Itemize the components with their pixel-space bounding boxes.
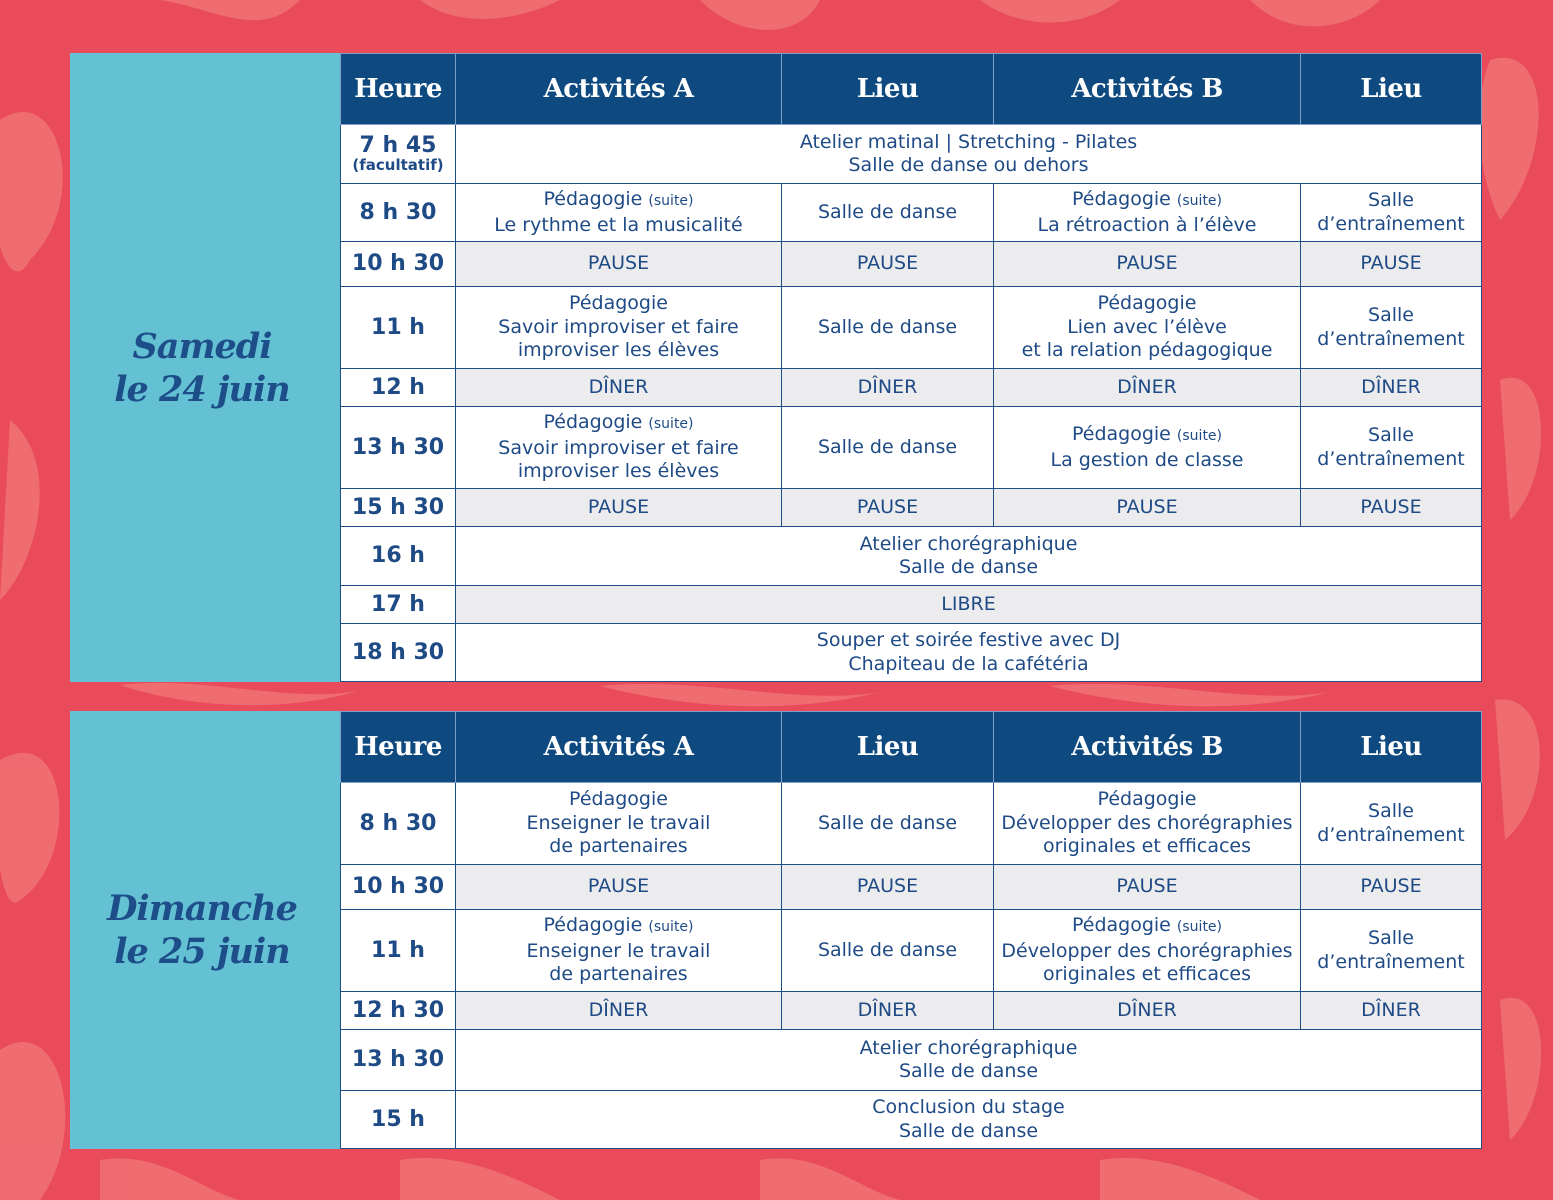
time-cell: 13 h 30: [341, 407, 456, 489]
table-row: [341, 910, 1482, 992]
activity-b: Pédagogie Développer des chorégraphies originales et efficaces: [994, 783, 1301, 865]
activity-b: Pédagogie Lien avec l’élève et la relation pédagogique: [994, 287, 1301, 369]
lunch-cell: DÎNER: [456, 992, 782, 1030]
merged-activity: Souper et soirée festive avec DJ Chapiteau de la cafétéria: [456, 624, 1482, 682]
table-row: [341, 184, 1482, 242]
saturday-day-name: Samedi: [132, 325, 272, 367]
lunch-cell: DÎNER: [456, 369, 782, 407]
header-activities-a: Activités A: [456, 54, 782, 125]
time-cell: 8 h 30: [341, 184, 456, 242]
break-cell: PAUSE: [456, 489, 782, 527]
sunday-table: [340, 711, 1482, 1149]
table-row: [341, 125, 1482, 184]
merged-activity: Atelier matinal | Stretching - Pilates Salle de danse ou dehors: [456, 125, 1482, 184]
time-cell: 15 h: [341, 1091, 456, 1149]
time-cell: 18 h 30: [341, 624, 456, 682]
lunch-cell: DÎNER: [782, 369, 994, 407]
time-cell: 17 h: [341, 586, 456, 624]
header-activities-a: Activités A: [456, 712, 782, 783]
lieu-b: Salle d’entraînement: [1301, 184, 1482, 242]
header-time: Heure: [341, 712, 456, 783]
table-row: [341, 586, 1482, 624]
lieu-a: Salle de danse: [782, 783, 994, 865]
activity-a: Pédagogie (suite) Savoir improviser et faire improviser les élèves: [456, 407, 782, 489]
activity-a: Pédagogie Savoir improviser et faire improviser les élèves: [456, 287, 782, 369]
table-row: [341, 624, 1482, 682]
break-cell: PAUSE: [994, 242, 1301, 287]
time-cell: 13 h 30: [341, 1030, 456, 1091]
table-row: [341, 287, 1482, 369]
table-row: [341, 489, 1482, 527]
lunch-cell: DÎNER: [1301, 369, 1482, 407]
header-activities-b: Activités B: [994, 712, 1301, 783]
lieu-a: Salle de danse: [782, 910, 994, 992]
break-cell: PAUSE: [1301, 865, 1482, 910]
sunday-day-panel: [70, 711, 340, 1149]
header-time: Heure: [341, 54, 456, 125]
header-activities-b: Activités B: [994, 54, 1301, 125]
lieu-a: Salle de danse: [782, 184, 994, 242]
sunday-schedule: [70, 711, 1482, 1149]
header-row: [341, 54, 1482, 125]
saturday-table: [340, 53, 1482, 682]
lieu-b: Salle d’entraînement: [1301, 287, 1482, 369]
merged-activity: Atelier chorégraphique Salle de danse: [456, 527, 1482, 586]
lunch-cell: DÎNER: [994, 992, 1301, 1030]
break-cell: PAUSE: [456, 865, 782, 910]
table-row: [341, 527, 1482, 586]
break-cell: PAUSE: [1301, 242, 1482, 287]
merged-activity: Conclusion du stage Salle de danse: [456, 1091, 1482, 1149]
table-row: [341, 865, 1482, 910]
time-cell: 10 h 30: [341, 242, 456, 287]
lunch-cell: DÎNER: [994, 369, 1301, 407]
activity-b: Pédagogie (suite) Développer des chorégraphies originales et efficaces: [994, 910, 1301, 992]
activity-a: Pédagogie (suite) Enseigner le travail de partenaires: [456, 910, 782, 992]
header-lieu-a: Lieu: [782, 54, 994, 125]
activity-a: Pédagogie Enseigner le travail de partenaires: [456, 783, 782, 865]
table-row: [341, 992, 1482, 1030]
table-row: [341, 1091, 1482, 1149]
merged-activity: Atelier chorégraphique Salle de danse: [456, 1030, 1482, 1091]
sunday-day-name: Dimanche: [107, 888, 297, 929]
time-cell: 15 h 30: [341, 489, 456, 527]
lunch-cell: DÎNER: [1301, 992, 1482, 1030]
header-lieu-a: Lieu: [782, 712, 994, 783]
table-row: [341, 783, 1482, 865]
header-lieu-b: Lieu: [1301, 712, 1482, 783]
break-cell: PAUSE: [782, 242, 994, 287]
time-cell: 7 h 45 (facultatif): [341, 125, 456, 184]
time-cell: 11 h: [341, 910, 456, 992]
lieu-a: Salle de danse: [782, 287, 994, 369]
time-cell: 16 h: [341, 527, 456, 586]
header-row: [341, 712, 1482, 783]
saturday-date: le 24 juin: [114, 368, 290, 410]
table-row: [341, 407, 1482, 489]
optional-note: (facultatif): [352, 156, 444, 175]
activity-a: Pédagogie (suite) Le rythme et la musicalité: [456, 184, 782, 242]
break-cell: PAUSE: [782, 865, 994, 910]
break-cell: PAUSE: [1301, 489, 1482, 527]
table-row: [341, 242, 1482, 287]
time-cell: 11 h: [341, 287, 456, 369]
break-cell: PAUSE: [994, 865, 1301, 910]
lieu-a: Salle de danse: [782, 407, 994, 489]
activity-b: Pédagogie (suite) La rétroaction à l’élève: [994, 184, 1301, 242]
saturday-day-panel: [70, 53, 340, 682]
table-row: [341, 369, 1482, 407]
table-row: [341, 1030, 1482, 1091]
free-time-cell: LIBRE: [456, 586, 1482, 624]
break-cell: PAUSE: [994, 489, 1301, 527]
saturday-schedule: [70, 53, 1482, 682]
time-cell: 12 h 30: [341, 992, 456, 1030]
break-cell: PAUSE: [782, 489, 994, 527]
header-lieu-b: Lieu: [1301, 54, 1482, 125]
activity-b: Pédagogie (suite) La gestion de classe: [994, 407, 1301, 489]
lieu-b: Salle d’entraînement: [1301, 783, 1482, 865]
time-cell: 10 h 30: [341, 865, 456, 910]
lieu-b: Salle d’entraînement: [1301, 407, 1482, 489]
time-cell: 8 h 30: [341, 783, 456, 865]
break-cell: PAUSE: [456, 242, 782, 287]
lunch-cell: DÎNER: [782, 992, 994, 1030]
lieu-b: Salle d’entraînement: [1301, 910, 1482, 992]
sunday-date: le 25 juin: [114, 931, 290, 972]
time-cell: 12 h: [341, 369, 456, 407]
